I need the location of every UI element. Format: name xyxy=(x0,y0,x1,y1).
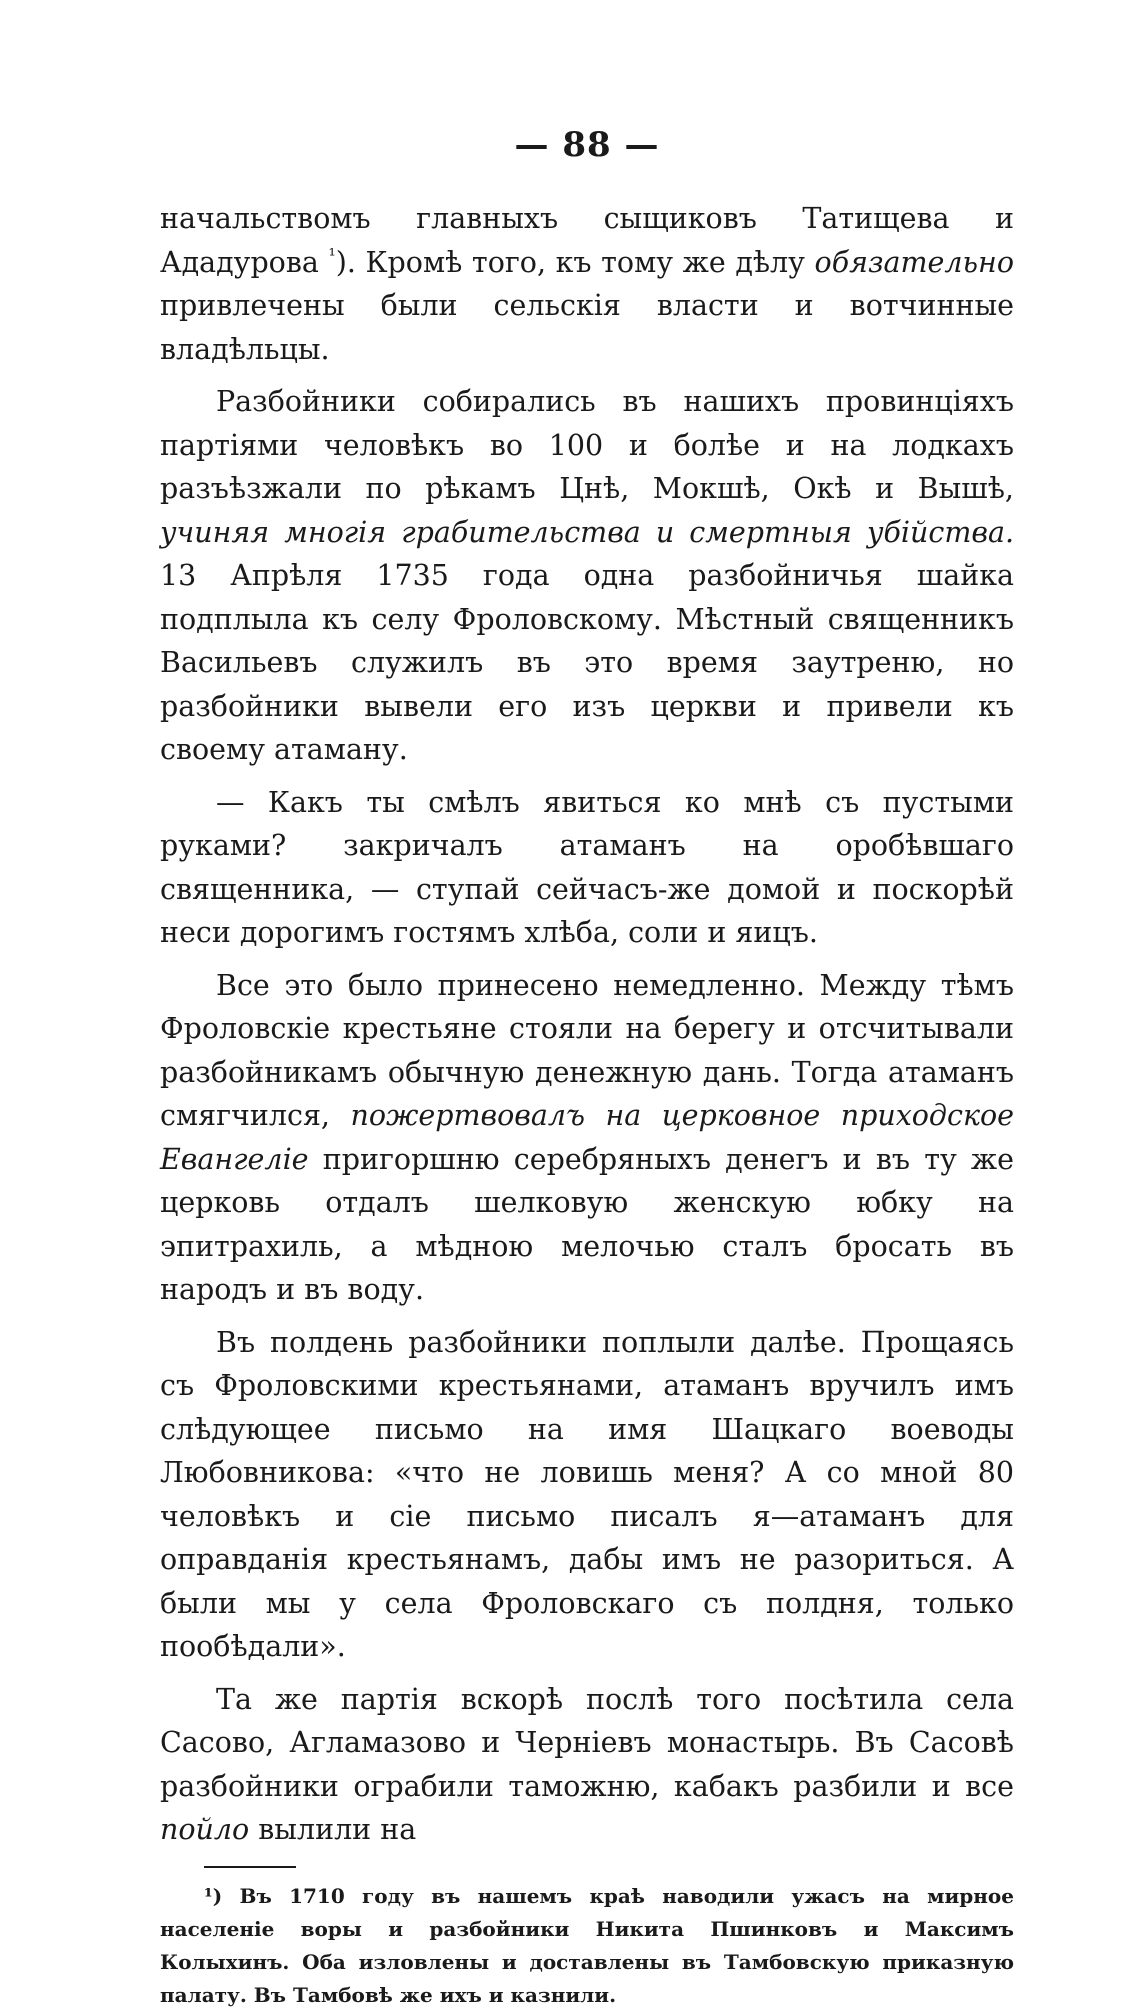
text-segment: Въ полдень разбойники поплыли далѣе. Прощаясь съ Фроловскими крестьянами, атаманъ вручилъ имъ слѣдующее письмо на имя Шацкаго воеводы Любовникова: «что не ловишь меня? А со мной 80 человѣкъ и сіе письмо писалъ я—атаманъ для оправданія крестьянамъ, дабы имъ не разориться. А были мы у села Фроловскаго съ полдня, только пообѣдали». xyxy=(160,1325,1014,1663)
footnote-text: Въ 1710 году въ нашемъ краѣ наводили ужасъ на мирное населеніе воры и разбойники Никита Пшинковъ и Максимъ Колыхинъ. Оба изловлены и доставлены въ Тамбовскую приказную палату. Въ Тамбовѣ же ихъ и казнили. xyxy=(160,1883,1014,2007)
paragraph xyxy=(160,964,1014,1312)
text-segment: вылили на xyxy=(249,1813,417,1846)
italic-text: пойло xyxy=(160,1813,250,1846)
italic-text: пожертвовалъ на церковное приходское Евангеліе xyxy=(160,1099,1014,1176)
footnote-marker: ¹) xyxy=(204,1883,223,1908)
text-segment: Все это было принесено немедленно. Между тѣмъ Фроловскіе крестьяне стояли на берегу и отсчитывали разбойникамъ обычную денежную дань. Тогда атаманъ смягчился, xyxy=(160,968,1014,1132)
text-segment: привлечены были сельскія власти и вотчинные владѣльцы. xyxy=(160,289,1014,366)
text-segment: пригоршню серебряныхъ денегъ и въ ту же церковь отдалъ шелковую женскую юбку на эпитрахиль, а мѣдною мелочью сталъ бросать въ народъ и въ воду. xyxy=(160,1142,1014,1306)
book-page xyxy=(160,125,1014,2012)
paragraph xyxy=(160,1321,1014,1669)
page-number: — 88 — xyxy=(514,125,660,165)
paragraph xyxy=(160,197,1014,371)
text-segment: — Какъ ты смѣлъ явиться ко мнѣ съ пустыми руками? закричалъ атаманъ на оробѣвшаго священника, — ступай сейчасъ-же домой и поскорѣй неси дорогимъ гостямъ хлѣба, соли и яицъ. xyxy=(160,785,1014,949)
text-segment: начальствомъ главныхъ сыщиковъ Татищева и Ададурова xyxy=(160,202,1014,279)
paragraph xyxy=(160,1678,1014,1852)
paragraph xyxy=(160,380,1014,772)
text-segment: Та же партія вскорѣ послѣ того посѣтила села Сасово, Агламазово и Черніевъ монастырь. Въ Сасовѣ разбойники ограбили таможню, кабакъ разбили и все xyxy=(160,1682,1014,1803)
footnote-reference: ¹ xyxy=(328,245,336,266)
text-segment: Разбойники собирались въ нашихъ провинціяхъ партіями человѣкъ во 100 и болѣе и на лодкахъ разъѣзжали по рѣкамъ Цнѣ, Мокшѣ, Окѣ и Вышѣ, xyxy=(160,385,1014,505)
footnote xyxy=(160,1880,1014,2012)
footnote-divider xyxy=(204,1866,296,1868)
italic-text: обязательно xyxy=(814,245,1014,279)
italic-text: учиняя многія грабительства и смертныя убійства. xyxy=(160,515,1014,549)
text-segment: 13 Апрѣля 1735 года одна разбойничья шайка подплыла къ селу Фроловскому. Мѣстный священникъ Васильевъ служилъ въ это время заутреню, но разбойники вывели его изъ церкви и привели къ своему атаману. xyxy=(160,559,1014,766)
text-segment: ). Кромѣ того, къ тому же дѣлу xyxy=(335,245,815,279)
paragraph xyxy=(160,781,1014,955)
main-text xyxy=(160,197,1014,1852)
